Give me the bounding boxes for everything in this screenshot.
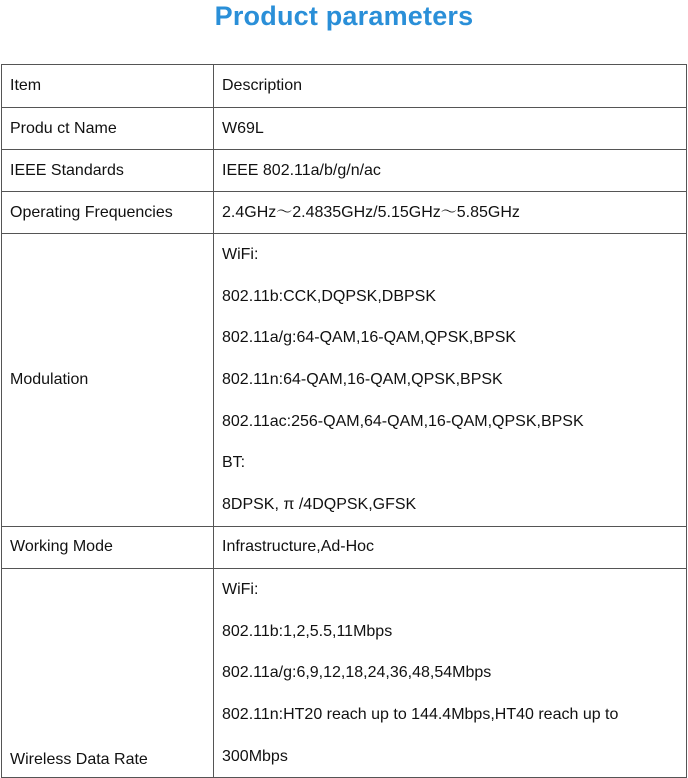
row-item-modulation: Modulation: [2, 234, 214, 527]
table-row: [2, 192, 687, 234]
row-item-ieee-standards: IEEE Standards: [2, 150, 214, 192]
table-row: [2, 150, 687, 192]
desc-line: BT:: [222, 454, 246, 472]
row-desc-operating-frequencies: 2.4GHz～2.4835GHz/5.15GHz～5.85GHz: [214, 192, 687, 234]
desc-line: 8DPSK, π /4DQPSK,GFSK: [222, 496, 417, 514]
row-desc-wireless-data-rate: [214, 568, 687, 777]
header-description-cell: Description: [214, 65, 687, 108]
desc-line: WiFi:: [222, 580, 259, 598]
desc-line: 802.11n:HT20 reach up to 144.4Mbps,HT40 reach up to: [222, 705, 619, 723]
table-row: [2, 234, 687, 527]
product-parameters-table: [1, 64, 687, 778]
desc-line: 802.11ac:256-QAM,64-QAM,16-QAM,QPSK,BPSK: [222, 412, 584, 430]
row-item-wireless-data-rate: [2, 568, 214, 777]
table-row: [2, 568, 687, 777]
table-row: [2, 108, 687, 150]
row-desc-ieee-standards: IEEE 802.11a/b/g/n/ac: [214, 150, 687, 192]
desc-line: WiFi:: [222, 246, 259, 263]
desc-line: 300Mbps: [222, 747, 288, 765]
row-item-working-mode: Working Mode: [2, 526, 214, 568]
table-row: [2, 526, 687, 568]
row-desc-product-name: W69L: [214, 108, 687, 150]
row-item-product-name: Produ ct Name: [2, 108, 214, 150]
desc-line: 802.11a/g:64-QAM,16-QAM,QPSK,BPSK: [222, 329, 517, 347]
row-desc-working-mode: Infrastructure,Ad-Hoc: [214, 526, 687, 568]
page-title: Product parameters: [214, 1, 474, 31]
header-item-cell: Item: [2, 65, 214, 108]
desc-line: 802.11a/g:6,9,12,18,24,36,48,54Mbps: [222, 664, 492, 682]
desc-line: 802.11n:64-QAM,16-QAM,QPSK,BPSK: [222, 371, 503, 389]
desc-line: 802.11b:CCK,DQPSK,DBPSK: [222, 287, 437, 305]
row-item-operating-frequencies: Operating Frequencies: [2, 192, 214, 234]
row-desc-modulation: [214, 234, 687, 527]
row-item-label: Wireless Data Rate: [10, 751, 148, 769]
desc-line: 802.11b:1,2,5.5,11Mbps: [222, 622, 393, 640]
table-header-row: [2, 65, 687, 108]
